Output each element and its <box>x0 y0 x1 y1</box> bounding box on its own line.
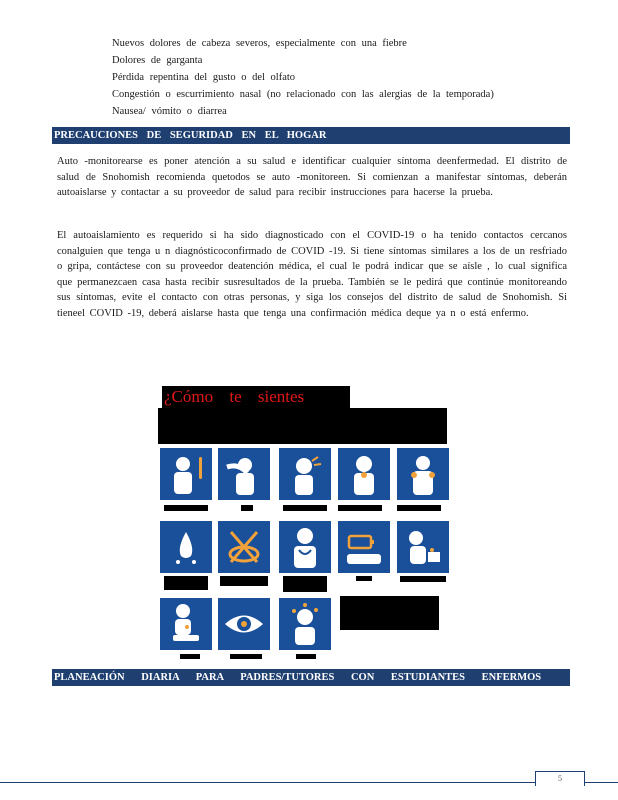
self-isolation-paragraph: El autoaislamiento es requerido si ha sido diagnosticado con el COVID-19 o ha tenido contactos cercanos conalguien que tenga u n diagnósticoconfirmado de COVID -19. Si tiene síntomas similares a los de un resfriado o gripa, contáctese con su proveedor deatención médica, el cual le podrá indicar que se aísle , lo cual significa que permanezcaen casa hasta recibir susresultados de la prueba. También se le pedirá que continúe monitoreando sus síntomas, evite el contacto con otras personas, y siga los consejos del distrito de salud de Snohomish. Si tieneel COVID -19, deberá aislarse hasta que tenga una confirmación médica deque ya n o está enfermo. <box>57 230 567 319</box>
caption-box <box>241 505 253 511</box>
section-heading-daily-planning: PLANEACIÓN DIARIA PARA PADRES/TUTORES CON ESTUDIANTES ENFERMOS <box>52 669 570 686</box>
list-item <box>92 38 572 55</box>
caption-box <box>356 576 372 581</box>
diarrhea-icon <box>160 598 212 650</box>
symptom-text: Nuevos dolores de cabeza severos, especialmente con una fiebre <box>112 38 407 49</box>
symptom-text: Dolores de garganta <box>112 55 203 66</box>
caption-box <box>164 576 208 590</box>
list-item <box>92 55 572 72</box>
caption-box <box>220 576 268 586</box>
fever-icon <box>160 448 212 500</box>
section-heading-home-safety: PRECAUCIONES DE SEGURIDAD EN EL HOGAR <box>52 127 570 144</box>
loss-of-taste-icon <box>218 521 270 573</box>
symptom-text: Pérdida repentina del gusto o del olfato <box>112 72 296 83</box>
list-item <box>92 89 572 106</box>
symptom-text: Nausea/ vómito o diarrea <box>112 106 227 117</box>
caption-box <box>283 576 327 592</box>
loss-of-smell-icon <box>160 521 212 573</box>
cough-icon <box>218 448 270 500</box>
redacted-box <box>340 596 439 630</box>
caption-box <box>397 505 441 511</box>
redacted-bar <box>158 408 447 444</box>
caption-box <box>338 505 382 511</box>
caption-box <box>164 505 208 511</box>
caption-box <box>400 576 446 582</box>
sore-throat-icon <box>338 448 390 500</box>
how-do-you-feel-title: ¿Cómo te sientes <box>162 386 350 408</box>
vomiting-icon <box>397 521 449 573</box>
eye-icon <box>218 598 270 650</box>
symptom-list <box>92 38 572 123</box>
headache-icon <box>279 448 331 500</box>
caption-box <box>230 654 262 659</box>
body-aches-icon <box>397 448 449 500</box>
caption-box <box>283 505 327 511</box>
symptom-text: Congestión o escurrimiento nasal (no relacionado con las alergias de la temporada) <box>112 89 494 100</box>
caption-box <box>296 654 316 659</box>
caption-box <box>180 654 200 659</box>
self-monitoring-paragraph: Auto -monitorearse es poner atención a su salud e identificar cualquier síntoma deenfermedad. El distrito de salud de Snohomish recomienda quetodos se auto -monitoreen. Si comienzan a manifestar síntomas, deberán autoaislarse y contactar a su proveedor de salud para recibir instrucciones para hacerse la prueba. <box>57 156 567 198</box>
fatigue-icon <box>338 521 390 573</box>
list-item <box>92 72 572 89</box>
page-number: 5 <box>535 771 585 786</box>
dizziness-icon <box>279 598 331 650</box>
shortness-of-breath-icon <box>279 521 331 573</box>
footer-rule <box>0 782 618 783</box>
list-item <box>92 106 572 123</box>
